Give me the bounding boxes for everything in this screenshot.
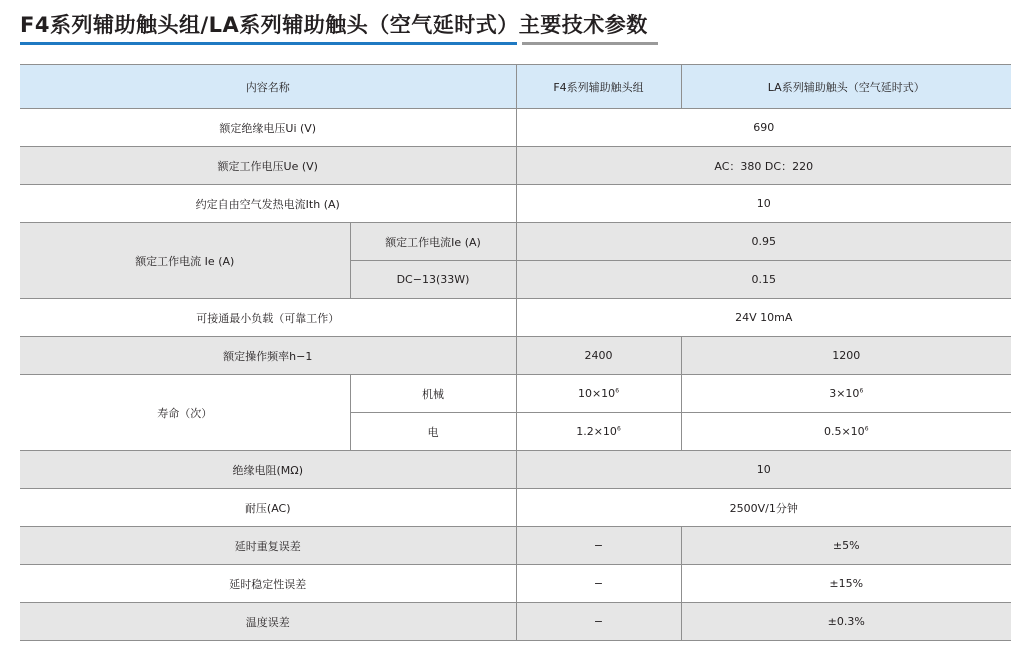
value-f4: − bbox=[516, 527, 681, 565]
value-la bbox=[681, 375, 1011, 413]
row-value: 24V 10mA bbox=[516, 299, 1011, 337]
page-title: F4系列辅助触头组/LA系列辅助触头（空气延时式）主要技术参数 bbox=[20, 13, 648, 37]
table-row bbox=[20, 489, 1011, 527]
row-label: 温度误差 bbox=[20, 603, 516, 641]
table-row bbox=[20, 185, 1011, 223]
table-row bbox=[20, 527, 1011, 565]
header-name: 内容名称 bbox=[20, 65, 516, 109]
header-f4: F4系列辅助触头组 bbox=[516, 65, 681, 109]
table-row bbox=[20, 565, 1011, 603]
value-f4: − bbox=[516, 565, 681, 603]
table-row bbox=[20, 603, 1011, 641]
value-exponent: 6 bbox=[859, 387, 864, 395]
title-underline-gray bbox=[522, 42, 658, 45]
value-base: 3×10 bbox=[829, 387, 860, 400]
table-header-row bbox=[20, 65, 1011, 109]
row-label: 可接通最小负载（可靠工作） bbox=[20, 299, 516, 337]
row-value: 0.15 bbox=[516, 261, 1011, 299]
value-la bbox=[681, 413, 1011, 451]
row-value: 0.95 bbox=[516, 223, 1011, 261]
row-label: 延时重复误差 bbox=[20, 527, 516, 565]
row-label: 耐压(AC) bbox=[20, 489, 516, 527]
row-label: 额定工作电压Ue (V) bbox=[20, 147, 516, 185]
row-value: 10 bbox=[516, 451, 1011, 489]
row-label: 约定自由空气发热电流Ith (A) bbox=[20, 185, 516, 223]
row-value: AC：380 DC：220 bbox=[516, 147, 1011, 185]
row-label: 延时稳定性误差 bbox=[20, 565, 516, 603]
sub-label: 电 bbox=[350, 413, 516, 451]
row-value: 10 bbox=[516, 185, 1011, 223]
title-underline-accent bbox=[20, 42, 517, 45]
value-exponent: 6 bbox=[864, 425, 869, 433]
value-la: ±15% bbox=[681, 565, 1011, 603]
table-row bbox=[20, 109, 1011, 147]
spec-table bbox=[20, 64, 1011, 641]
value-la: ±5% bbox=[681, 527, 1011, 565]
header-la: LA系列辅助触头（空气延时式） bbox=[681, 65, 1011, 109]
table-row bbox=[20, 375, 1011, 413]
value-f4: 2400 bbox=[516, 337, 681, 375]
row-label: 额定绝缘电压Ui (V) bbox=[20, 109, 516, 147]
row-label: 绝缘电阻(MΩ) bbox=[20, 451, 516, 489]
value-base: 10×10 bbox=[577, 387, 616, 400]
sub-label: 额定工作电流Ie (A) bbox=[350, 223, 516, 261]
row-value: 2500V/1分钟 bbox=[516, 489, 1011, 527]
row-label: 额定工作电流 Ie (A) bbox=[20, 223, 350, 299]
value-f4: − bbox=[516, 603, 681, 641]
row-label: 寿命（次） bbox=[20, 375, 350, 451]
sub-label: 机械 bbox=[350, 375, 516, 413]
value-exponent: 6 bbox=[615, 387, 620, 395]
row-label: 额定操作频率h−1 bbox=[20, 337, 516, 375]
table-row bbox=[20, 223, 1011, 261]
value-base: 1.2×10 bbox=[576, 425, 617, 438]
value-la: 1200 bbox=[681, 337, 1011, 375]
table-row bbox=[20, 337, 1011, 375]
table-row bbox=[20, 451, 1011, 489]
value-la: ±0.3% bbox=[681, 603, 1011, 641]
value-base: 0.5×10 bbox=[823, 425, 865, 438]
table-row bbox=[20, 299, 1011, 337]
row-value: 690 bbox=[516, 109, 1011, 147]
value-exponent: 6 bbox=[616, 425, 621, 433]
table-row bbox=[20, 147, 1011, 185]
sub-label: DC−13(33W) bbox=[350, 261, 516, 299]
value-f4 bbox=[516, 375, 681, 413]
value-f4 bbox=[516, 413, 681, 451]
